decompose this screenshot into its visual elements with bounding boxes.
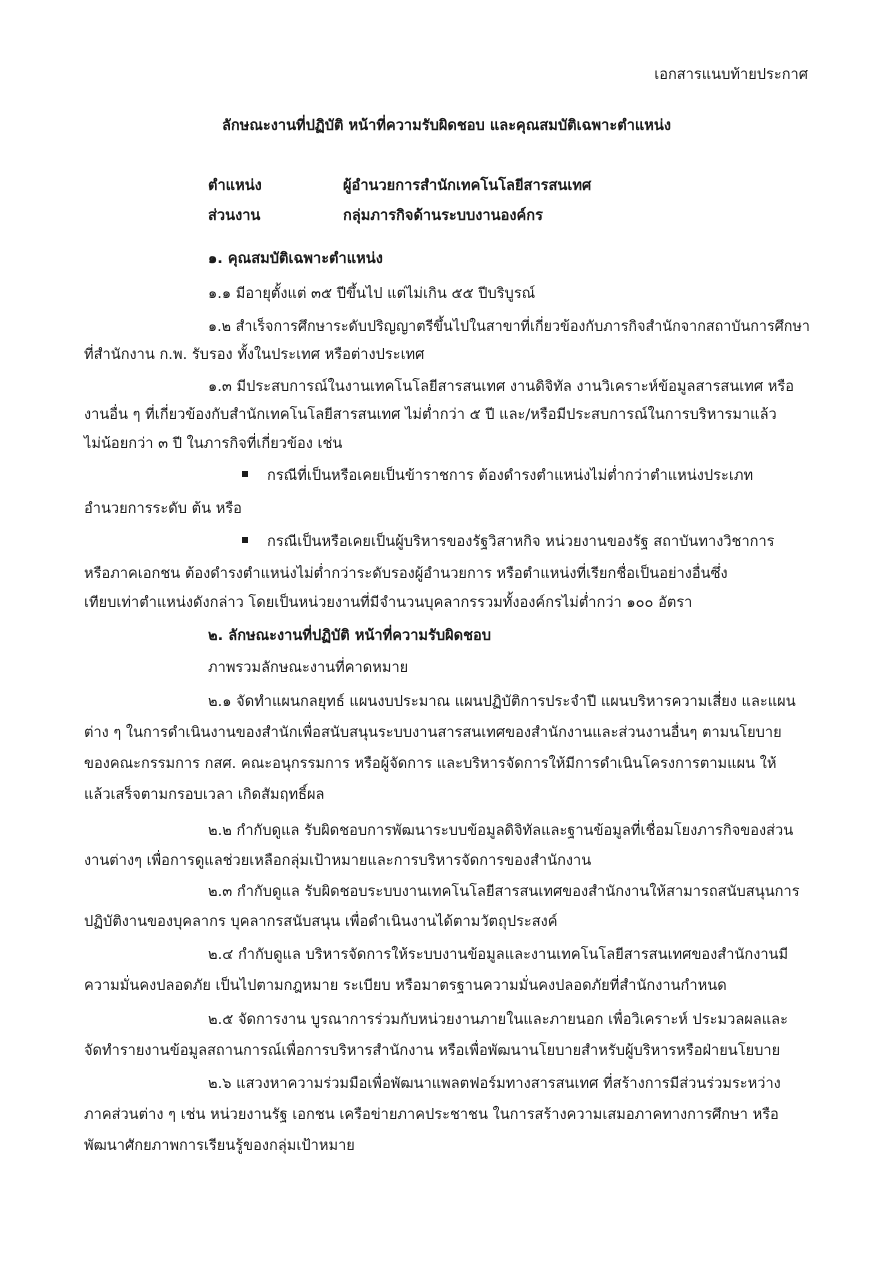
item-2-1-line: ของคณะกรรมการ กสศ. คณะอนุกรรมการ หรือผู้จัดการ และบริหารจัดการให้มีการดำเนินโครงการตามแผน ให้	[84, 755, 777, 772]
header-note: เอกสารแนบท้ายประกาศ	[654, 66, 808, 83]
overview-label: ภาพรวมลักษณะงานที่คาดหมาย	[208, 659, 409, 676]
bullet-2-line: หรือภาคเอกชน ต้องดำรงตำแหน่งไม่ต่ำกว่าระดับรองผู้อำนวยการ หรือตำแหน่งที่เรียกชื่อเป็นอย่างอื่นซึ่ง	[84, 565, 728, 582]
item-1-2-line: ๑.๒ สำเร็จการศึกษาระดับปริญญาตรีขึ้นไปในสาขาที่เกี่ยวข้องกับภารกิจสำนักจากสถาบันการศึกษา	[208, 318, 810, 335]
item-2-6-line: ๒.๖ แสวงหาความร่วมมือเพื่อพัฒนาแพลตฟอร์มทางสารสนเทศ ที่สร้างการมีส่วนร่วมระหว่าง	[208, 1075, 781, 1092]
item-2-1-line: ต่าง ๆ ในการดำเนินงานของสำนักเพื่อสนับสนุนระบบงานสารสนเทศของสำนักงานและส่วนงานอื่นๆ ตามนโยบาย	[84, 724, 782, 741]
bullet-square-icon	[242, 537, 248, 543]
position-label: ตำแหน่ง	[208, 177, 262, 194]
position-value: ผู้อำนวยการสำนักเทคโนโลยีสารสนเทศ	[343, 177, 592, 194]
bullet-1-line: กรณีที่เป็นหรือเคยเป็นข้าราชการ ต้องดำรงตำแหน่งไม่ต่ำกว่าตำแหน่งประเภท	[267, 467, 754, 484]
item-1-3-line: งานอื่น ๆ ที่เกี่ยวข้องกับสำนักเทคโนโลยีสารสนเทศ ไม่ต่ำกว่า ๕ ปี และ/หรือมีประสบการณ์ในการบริหารมาแล้ว	[84, 406, 777, 423]
unit-label: ส่วนงาน	[208, 207, 261, 224]
item-2-3-line: ๒.๓ กำกับดูแล รับผิดชอบระบบงานเทคโนโลยีสารสนเทศของสำนักงานให้สามารถสนับสนุนการ	[208, 883, 800, 900]
item-1-3-line: ๑.๓ มีประสบการณ์ในงานเทคโนโลยีสารสนเทศ งานดิจิทัล งานวิเคราะห์ข้อมูลสารสนเทศ หรือ	[208, 378, 795, 395]
item-1-1: ๑.๑ มีอายุตั้งแต่ ๓๕ ปีขึ้นไป แต่ไม่เกิน ๕๕ ปีบริบูรณ์	[208, 285, 536, 302]
item-1-3-line: ไม่น้อยกว่า ๓ ปี ในภารกิจที่เกี่ยวข้อง เช่น	[84, 435, 343, 452]
document-title: ลักษณะงานที่ปฏิบัติ หน้าที่ความรับผิดชอบ และคุณสมบัติเฉพาะตำแหน่ง	[221, 117, 672, 134]
section1-heading: ๑. คุณสมบัติเฉพาะตำแหน่ง	[208, 250, 383, 267]
item-2-5-line: ๒.๕ จัดการงาน บูรณาการร่วมกับหน่วยงานภายในและภายนอก เพื่อวิเคราะห์ ประมวลผลและ	[208, 1011, 788, 1028]
item-1-2-line: ที่สำนักงาน ก.พ. รับรอง ทั้งในประเทศ หรือต่างประเทศ	[84, 346, 425, 363]
unit-value: กลุ่มภารกิจด้านระบบงานองค์กร	[343, 207, 543, 224]
item-2-5-line: จัดทำรายงานข้อมูลสถานการณ์เพื่อการบริหารสำนักงาน หรือเพื่อพัฒนานโยบายสำหรับผู้บริหารหรือฝ่ายนโยบาย	[84, 1042, 781, 1059]
item-2-1-line: ๒.๑ จัดทำแผนกลยุทธ์ แผนงบประมาณ แผนปฏิบัติการประจำปี แผนบริหารความเสี่ยง และแผน	[208, 693, 796, 710]
bullet-2-line: เทียบเท่าตำแหน่งดังกล่าว โดยเป็นหน่วยงานที่มีจำนวนบุคลากรรวมทั้งองค์กรไม่ต่ำกว่า ๑๐๐ อัตรา	[84, 594, 693, 611]
bullet-2-line: กรณีเป็นหรือเคยเป็นผู้บริหารของรัฐวิสาหกิจ หน่วยงานของรัฐ สถาบันทางวิชาการ	[267, 533, 775, 550]
item-2-2-line: ๒.๒ กำกับดูแล รับผิดชอบการพัฒนาระบบข้อมูลดิจิทัลและฐานข้อมูลที่เชื่อมโยงภารกิจของส่วน	[208, 822, 794, 839]
item-2-6-line: ภาคส่วนต่าง ๆ เช่น หน่วยงานรัฐ เอกชน เครือข่ายภาคประชาชน ในการสร้างความเสมอภาคทางการศึกษา หรือ	[84, 1106, 779, 1123]
item-2-1-line: แล้วเสร็จตามกรอบเวลา เกิดสัมฤทธิ์ผล	[84, 786, 325, 803]
item-2-2-line: งานต่างๆ เพื่อการดูแลช่วยเหลือกลุ่มเป้าหมายและการบริหารจัดการของสำนักงาน	[84, 852, 592, 869]
item-2-4-line: ๒.๔ กำกับดูแล บริหารจัดการให้ระบบงานข้อมูลและงานเทคโนโลยีสารสนเทศของสำนักงานมี	[208, 946, 789, 963]
item-2-6-line: พัฒนาศักยภาพการเรียนรู้ของกลุ่มเป้าหมาย	[84, 1137, 355, 1154]
bullet-1-line: อำนวยการระดับ ต้น หรือ	[84, 500, 242, 517]
bullet-square-icon	[242, 471, 248, 477]
item-2-3-line: ปฏิบัติงานของบุคลากร บุคลากรสนับสนุน เพื่อดำเนินงานได้ตามวัตถุประสงค์	[84, 913, 558, 930]
item-2-4-line: ความมั่นคงปลอดภัย เป็นไปตามกฎหมาย ระเบียบ หรือมาตรฐานความมั่นคงปลอดภัยที่สำนักงานกำหนด	[84, 977, 727, 994]
section2-heading: ๒. ลักษณะงานที่ปฏิบัติ หน้าที่ความรับผิดชอบ	[208, 627, 492, 644]
